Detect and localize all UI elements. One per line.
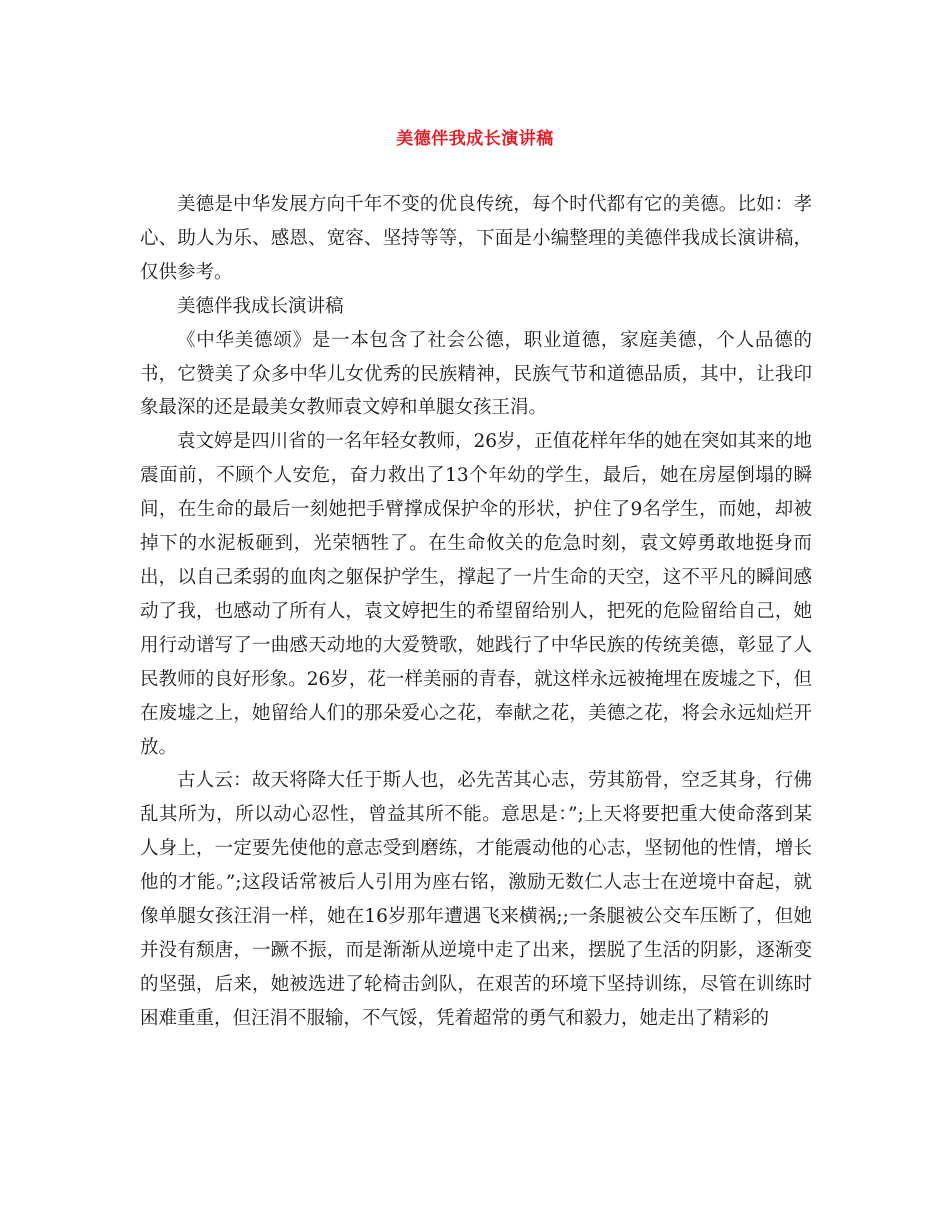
body-paragraph: 《中华美德颂》是一本包含了社会公德，职业道德，家庭美德，个人品德的书，它赞美了众多中华儿女优秀的民族精神，民族气节和道德品质，其中，让我印象最深的还是最美女教师袁文婷和单腿女孩王涓。 bbox=[140, 329, 812, 419]
section-heading: 美德伴我成长演讲稿 bbox=[177, 295, 344, 317]
document-title: 美德伴我成长演讲稿 bbox=[396, 129, 554, 149]
document-body bbox=[140, 188, 812, 1036]
intro-paragraph: 美德是中华发展方向千年不变的优良传统，每个时代都有它的美德。比如：孝心、助人为乐、感恩、宽容、坚持等等，下面是小编整理的美德伴我成长演讲稿，仅供参考。 bbox=[140, 194, 812, 283]
body-paragraph: 古人云：故天将降大任于斯人也，必先苦其心志，劳其筋骨，空乏其身，行佛乱其所为，所以动心忍性，曾益其所不能。意思是：”;上天将要把重大使命落到某人身上，一定要先使他的意志受到磨练，才能震动他的心志，坚韧他的性情，增长他的才能。”;这段话常被后人引用为座右铭，激励无数仁人志士在逆境中奋起，就像单腿女孩汪涓一样，她在16岁那年遭遇飞来横祸;;一条腿被公交车压断了，但她并没有颓唐，一蹶不振，而是渐渐从逆境中走了出来，摆脱了生活的阴影，逐渐变的坚强，后来，她被选进了轮椅击剑队，在艰苦的环境下坚持训练，尽管在训练时困难重重，但汪涓不服输，不气馁，凭着超常的勇气和毅力，她走出了精彩的 bbox=[140, 770, 812, 1029]
body-paragraph: 袁文婷是四川省的一名年轻女教师，26岁，正值花样年华的她在突如其来的地震面前，不顾个人安危，奋力救出了13个年幼的学生，最后，她在房屋倒塌的瞬间，在生命的最后一刻她把手臂撑成保护伞的形状，护住了9名学生，而她，却被掉下的水泥板砸到，光荣牺牲了。在生命攸关的危急时刻，袁文婷勇敢地挺身而出，以自己柔弱的血肉之躯保护学生，撑起了一片生命的天空，这不平凡的瞬间感动了我，也感动了所有人，袁文婷把生的希望留给别人，把死的危险留给自己，她用行动谱写了一曲感天动地的大爱赞歌，她践行了中华民族的传统美德，彰显了人民教师的良好形象。26岁，花一样美丽的青春，就这样永远被掩埋在废墟之下，但在废墟之上，她留给人们的那朵爱心之花，奉献之花，美德之花，将会永远灿烂开放。 bbox=[140, 431, 812, 758]
